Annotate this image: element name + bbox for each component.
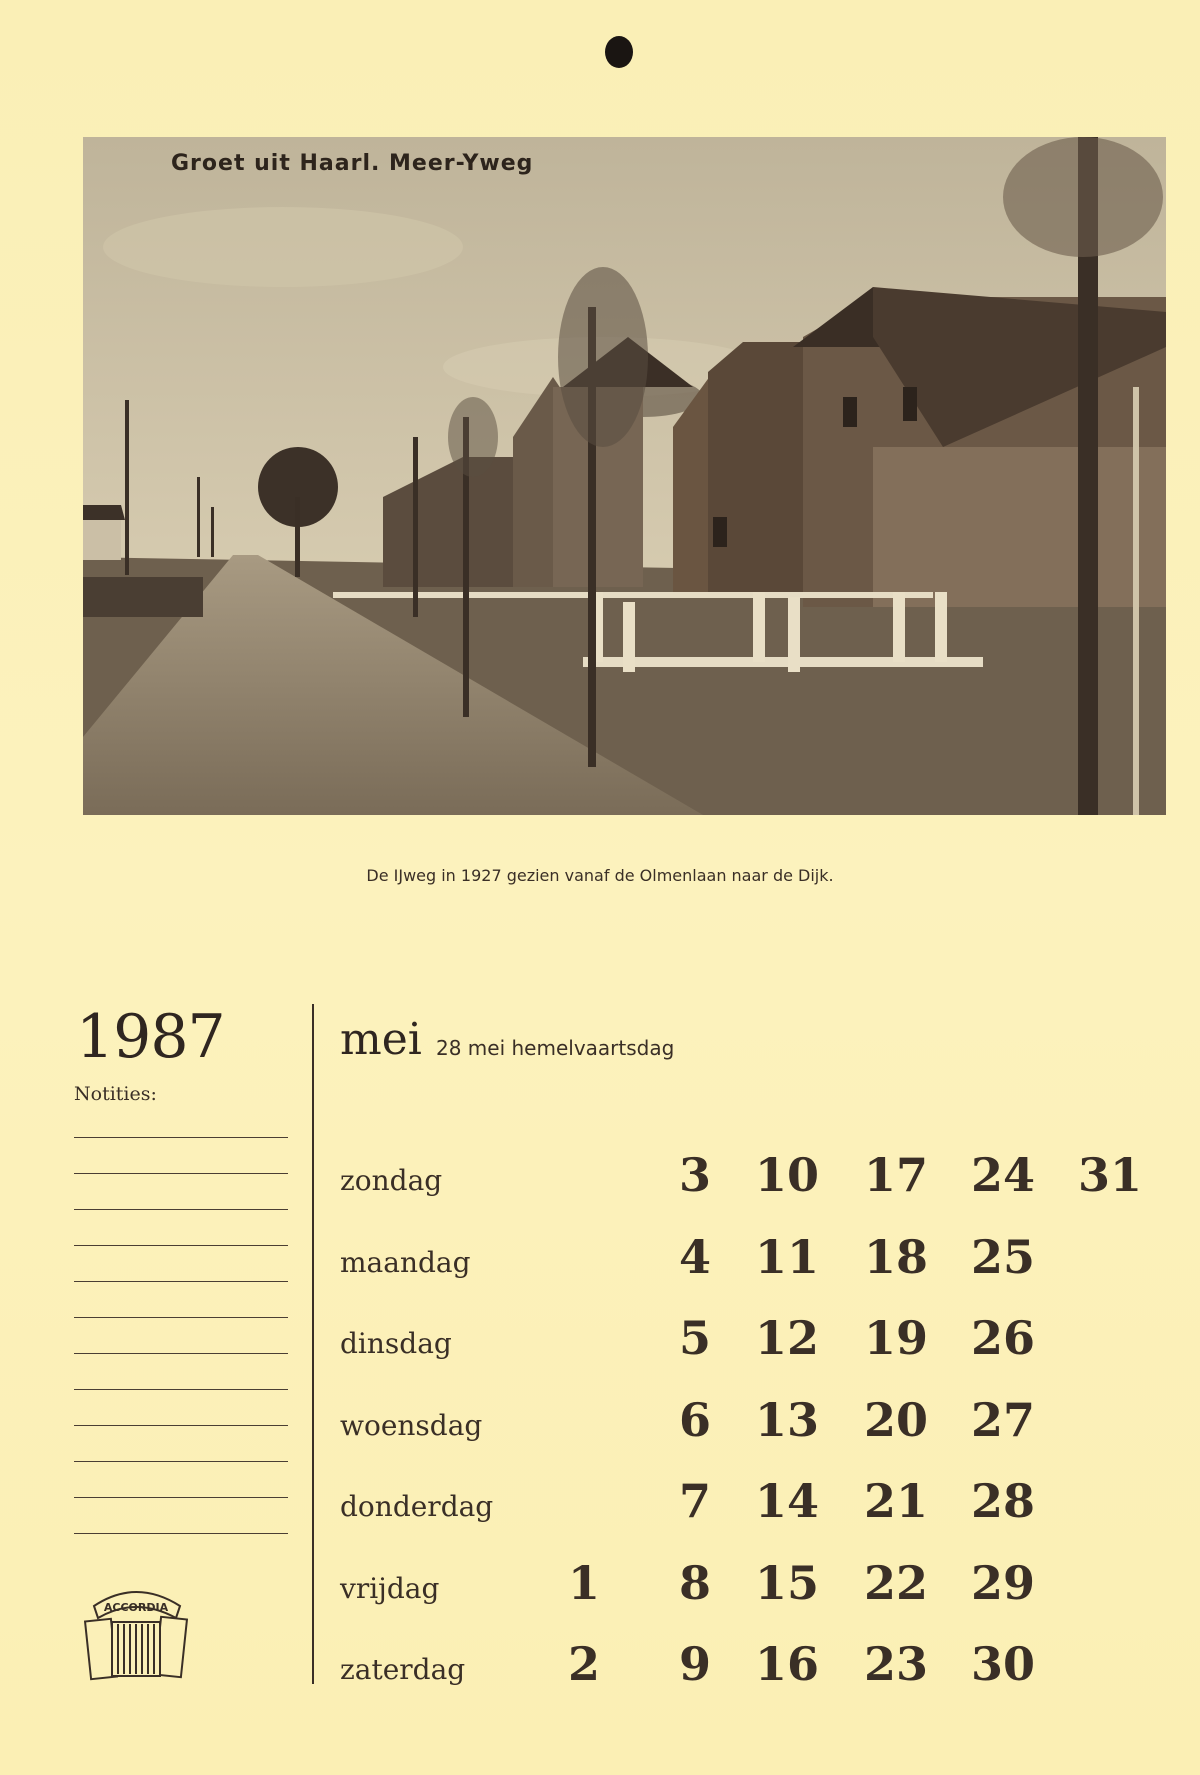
- date-cell: 12: [754, 1311, 819, 1365]
- street-scene-illustration: [83, 137, 1166, 815]
- day-name: maandag: [340, 1245, 471, 1279]
- day-row-dinsdag: [0, 1311, 1200, 1371]
- day-name: woensdag: [340, 1408, 483, 1442]
- date-cell: 29: [970, 1555, 1035, 1610]
- photo-caption: De IJweg in 1927 gezien vanaf de Olmenlaan naar de Dijk.: [366, 866, 834, 885]
- day-row-vrijdag: [0, 1556, 1200, 1616]
- day-name: vrijdag: [340, 1571, 440, 1605]
- date-cell: 28: [970, 1474, 1035, 1528]
- date-cell: 10: [754, 1148, 819, 1202]
- day-name: dinsdag: [340, 1327, 452, 1360]
- note-line: [74, 1137, 288, 1138]
- date-cell: 3: [678, 1148, 711, 1202]
- date-cell: 5: [678, 1311, 711, 1365]
- date-cell: 24: [970, 1148, 1035, 1202]
- date-cell: 4: [678, 1229, 711, 1284]
- date-cell: 2: [567, 1637, 600, 1691]
- day-row-zondag: [0, 1148, 1200, 1208]
- date-cell: 9: [678, 1637, 711, 1691]
- date-cell: 20: [863, 1392, 928, 1447]
- day-name: donderdag: [340, 1490, 494, 1523]
- day-row-donderdag: [0, 1474, 1200, 1534]
- date-cell: 23: [863, 1637, 928, 1691]
- date-cell: 14: [754, 1474, 819, 1528]
- year-heading: 1987: [76, 1002, 225, 1072]
- day-row-woensdag: [0, 1393, 1200, 1453]
- date-cell: 25: [970, 1229, 1035, 1284]
- date-cell: 15: [754, 1555, 819, 1610]
- holiday-note: 28 mei hemelvaartsdag: [436, 1036, 675, 1060]
- date-cell: 26: [970, 1311, 1035, 1365]
- date-cell: 19: [863, 1311, 928, 1365]
- date-cell: 11: [754, 1229, 819, 1284]
- date-cell: 22: [863, 1555, 928, 1610]
- month-name: mei: [340, 1014, 422, 1065]
- date-cell: 7: [678, 1474, 711, 1528]
- notes-label: Notities:: [74, 1083, 157, 1105]
- note-line: [74, 1389, 288, 1390]
- date-cell: 18: [863, 1229, 928, 1284]
- date-cell: 1: [567, 1555, 600, 1610]
- day-name: zondag: [340, 1164, 443, 1197]
- date-cell: 16: [754, 1637, 819, 1691]
- day-name: zaterdag: [340, 1653, 466, 1686]
- historic-photo: [83, 137, 1166, 815]
- day-row-maandag: [0, 1230, 1200, 1290]
- date-cell: 31: [1077, 1148, 1142, 1202]
- date-cell: 8: [678, 1555, 711, 1610]
- hanging-hole: [605, 36, 633, 68]
- date-cell: 30: [970, 1637, 1035, 1691]
- day-row-zaterdag: [0, 1637, 1200, 1697]
- date-cell: 13: [754, 1392, 819, 1447]
- date-cell: 17: [863, 1148, 928, 1202]
- note-line: [74, 1209, 288, 1210]
- date-cell: 27: [970, 1392, 1035, 1447]
- logo-text: ACCORDIA: [103, 1601, 169, 1614]
- date-cell: 21: [863, 1474, 928, 1528]
- note-line: [74, 1461, 288, 1462]
- date-cell: 6: [678, 1392, 711, 1447]
- photo-title: Groet uit Haarl. Meer-Yweg: [171, 151, 534, 176]
